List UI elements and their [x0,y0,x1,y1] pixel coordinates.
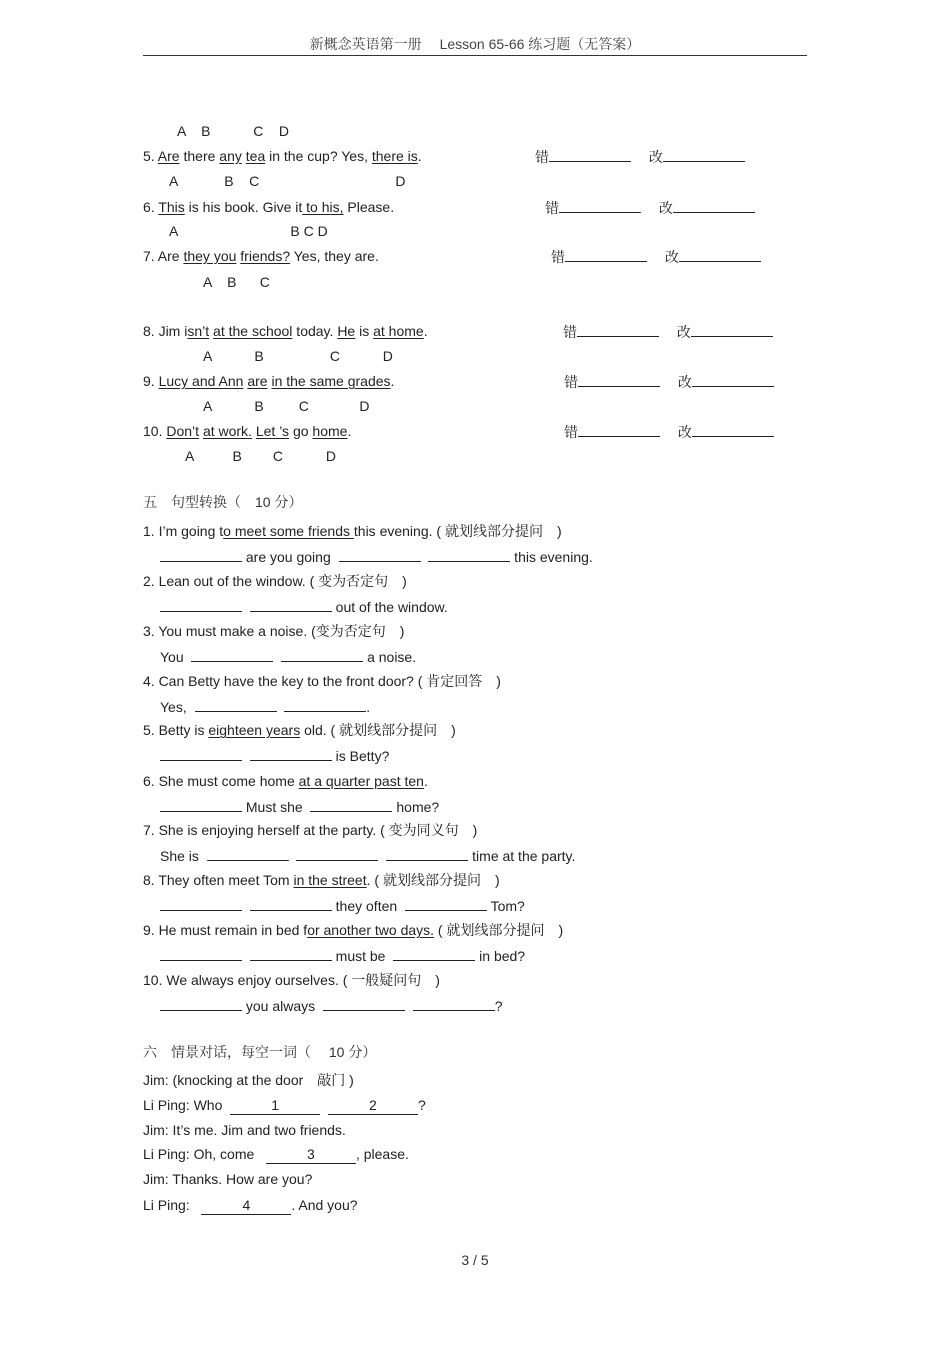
blank[interactable] [405,896,487,911]
blank[interactable] [160,547,242,562]
s6-line6: Li Ping: 4 . And you? [143,1197,358,1213]
q6-fix-blank[interactable] [673,198,755,213]
blank[interactable] [284,697,366,712]
blank[interactable] [250,597,332,612]
s5-q1-answer: are you going this evening. [160,547,593,566]
blank[interactable] [413,996,495,1011]
dialogue-blank-4[interactable]: 4 [201,1196,291,1215]
page-number: 3 / 5 [461,1252,489,1268]
blank[interactable] [160,996,242,1011]
q5-error-blank[interactable] [549,147,631,162]
q7-fix-blank[interactable] [679,247,761,262]
s5-q6-answer: Must she home? [160,797,439,816]
s5-q7: 7. She is enjoying herself at the party. ( 变为同义句 ) [143,822,478,838]
s5-q8: 8. They often meet Tom in the street. ( 就划线部分提问 ) [143,872,500,888]
q8-letters: A B C D [203,348,393,364]
s5-q8-answer: they often Tom? [160,896,525,915]
q10-sentence: 10. Don’t at work. Let ’s go home. [143,423,352,439]
q8-sentence: 8. Jim isn’t at the school today. He is at home. [143,323,428,339]
q9-sentence: 9. Lucy and Ann are in the same grades. [143,373,395,389]
blank[interactable] [250,746,332,761]
s5-q7-answer: She is time at the party. [160,848,576,864]
q10-fix-blank[interactable] [692,422,774,437]
q7-answer-blanks: 错 改 [551,247,761,267]
s5-q3: 3. You must make a noise. (变为否定句 ) [143,623,405,639]
q9-fix-blank[interactable] [692,372,774,387]
dialogue-blank-1[interactable]: 1 [230,1096,320,1115]
page-header: 新概念英语第一册 Lesson 65-66 练习题（无答案） [309,36,641,52]
dialogue-blank-3[interactable]: 3 [266,1145,356,1164]
dialogue-blank-2[interactable]: 2 [328,1096,418,1115]
q7-letters: A B C [203,274,270,290]
s6-line4: Li Ping: Oh, come 3 , please. [143,1146,409,1162]
blank[interactable] [393,946,475,961]
q9-letters: A B C D [203,398,370,414]
blank[interactable] [160,797,242,812]
s5-q2-answer: out of the window. [160,597,448,616]
s5-q4-answer: Yes, . [160,699,371,715]
s6-line3: Jim: It’s me. Jim and two friends. [143,1122,346,1138]
blank[interactable] [296,846,378,861]
blank[interactable] [207,846,289,861]
q7-sentence: 7. Are they you friends? Yes, they are. [143,248,379,264]
s5-q5: 5. Betty is eighteen years old. ( 就划线部分提问 ) [143,722,456,738]
q8-fix-blank[interactable] [691,322,773,337]
blank[interactable] [191,647,273,662]
q8-error-blank[interactable] [577,322,659,337]
s5-q9-answer: must be in bed? [160,946,525,965]
q5-sentence: 5. Are there any tea in the cup? Yes, there is. [143,148,422,164]
q10-answer-blanks: 错 改 [564,422,774,442]
blank[interactable] [428,547,510,562]
blank[interactable] [250,946,332,961]
q6-letters: A B C D [169,223,328,239]
header-rule [143,55,807,56]
q7-error-blank[interactable] [565,247,647,262]
s5-q1: 1. I’m going to meet some friends this evening. ( 就划线部分提问 ) [143,523,562,539]
q4-letters: A B C D [177,123,290,139]
section5-title: 五 句型转换（ 10 分） [143,494,303,510]
s5-q6: 6. She must come home at a quarter past ten. [143,773,428,789]
q10-error-blank[interactable] [578,422,660,437]
q6-error-blank[interactable] [559,198,641,213]
blank[interactable] [160,746,242,761]
s6-line1: Jim: (knocking at the door 敲门 ) [143,1072,354,1088]
blank[interactable] [195,697,277,712]
q5-answer-blanks: 错 改 [535,147,745,167]
section6-title: 六 情景对话，每空一词（ 10 分） [143,1044,377,1060]
blank[interactable] [386,846,468,861]
q9-error-blank[interactable] [578,372,660,387]
q6-answer-blanks: 错 改 [545,198,755,218]
blank[interactable] [160,896,242,911]
s5-q5-answer: is Betty? [160,746,389,765]
q5-letters: A B C D [169,173,406,189]
q8-answer-blanks: 错 改 [563,322,773,342]
blank[interactable] [160,946,242,961]
q5-fix-blank[interactable] [663,147,745,162]
blank[interactable] [281,647,363,662]
s6-line5: Jim: Thanks. How are you? [143,1171,313,1187]
q10-letters: A B C D [185,448,336,464]
s6-line2: Li Ping: Who 1 2 ? [143,1097,426,1113]
s5-q9: 9. He must remain in bed for another two days. ( 就划线部分提问 ) [143,922,564,938]
blank[interactable] [310,797,392,812]
s5-q4: 4. Can Betty have the key to the front door? ( 肯定回答 ) [143,673,501,689]
q9-answer-blanks: 错 改 [564,372,774,392]
blank[interactable] [323,996,405,1011]
q6-sentence: 6. This is his book. Give it to his, Please. [143,199,395,215]
s5-q10: 10. We always enjoy ourselves. ( 一般疑问句 ) [143,972,440,988]
s5-q2: 2. Lean out of the window. ( 变为否定句 ) [143,573,407,589]
blank[interactable] [250,896,332,911]
blank[interactable] [160,597,242,612]
blank[interactable] [339,547,421,562]
s5-q3-answer: You a noise. [160,649,417,665]
s5-q10-answer: you always ? [160,996,503,1015]
